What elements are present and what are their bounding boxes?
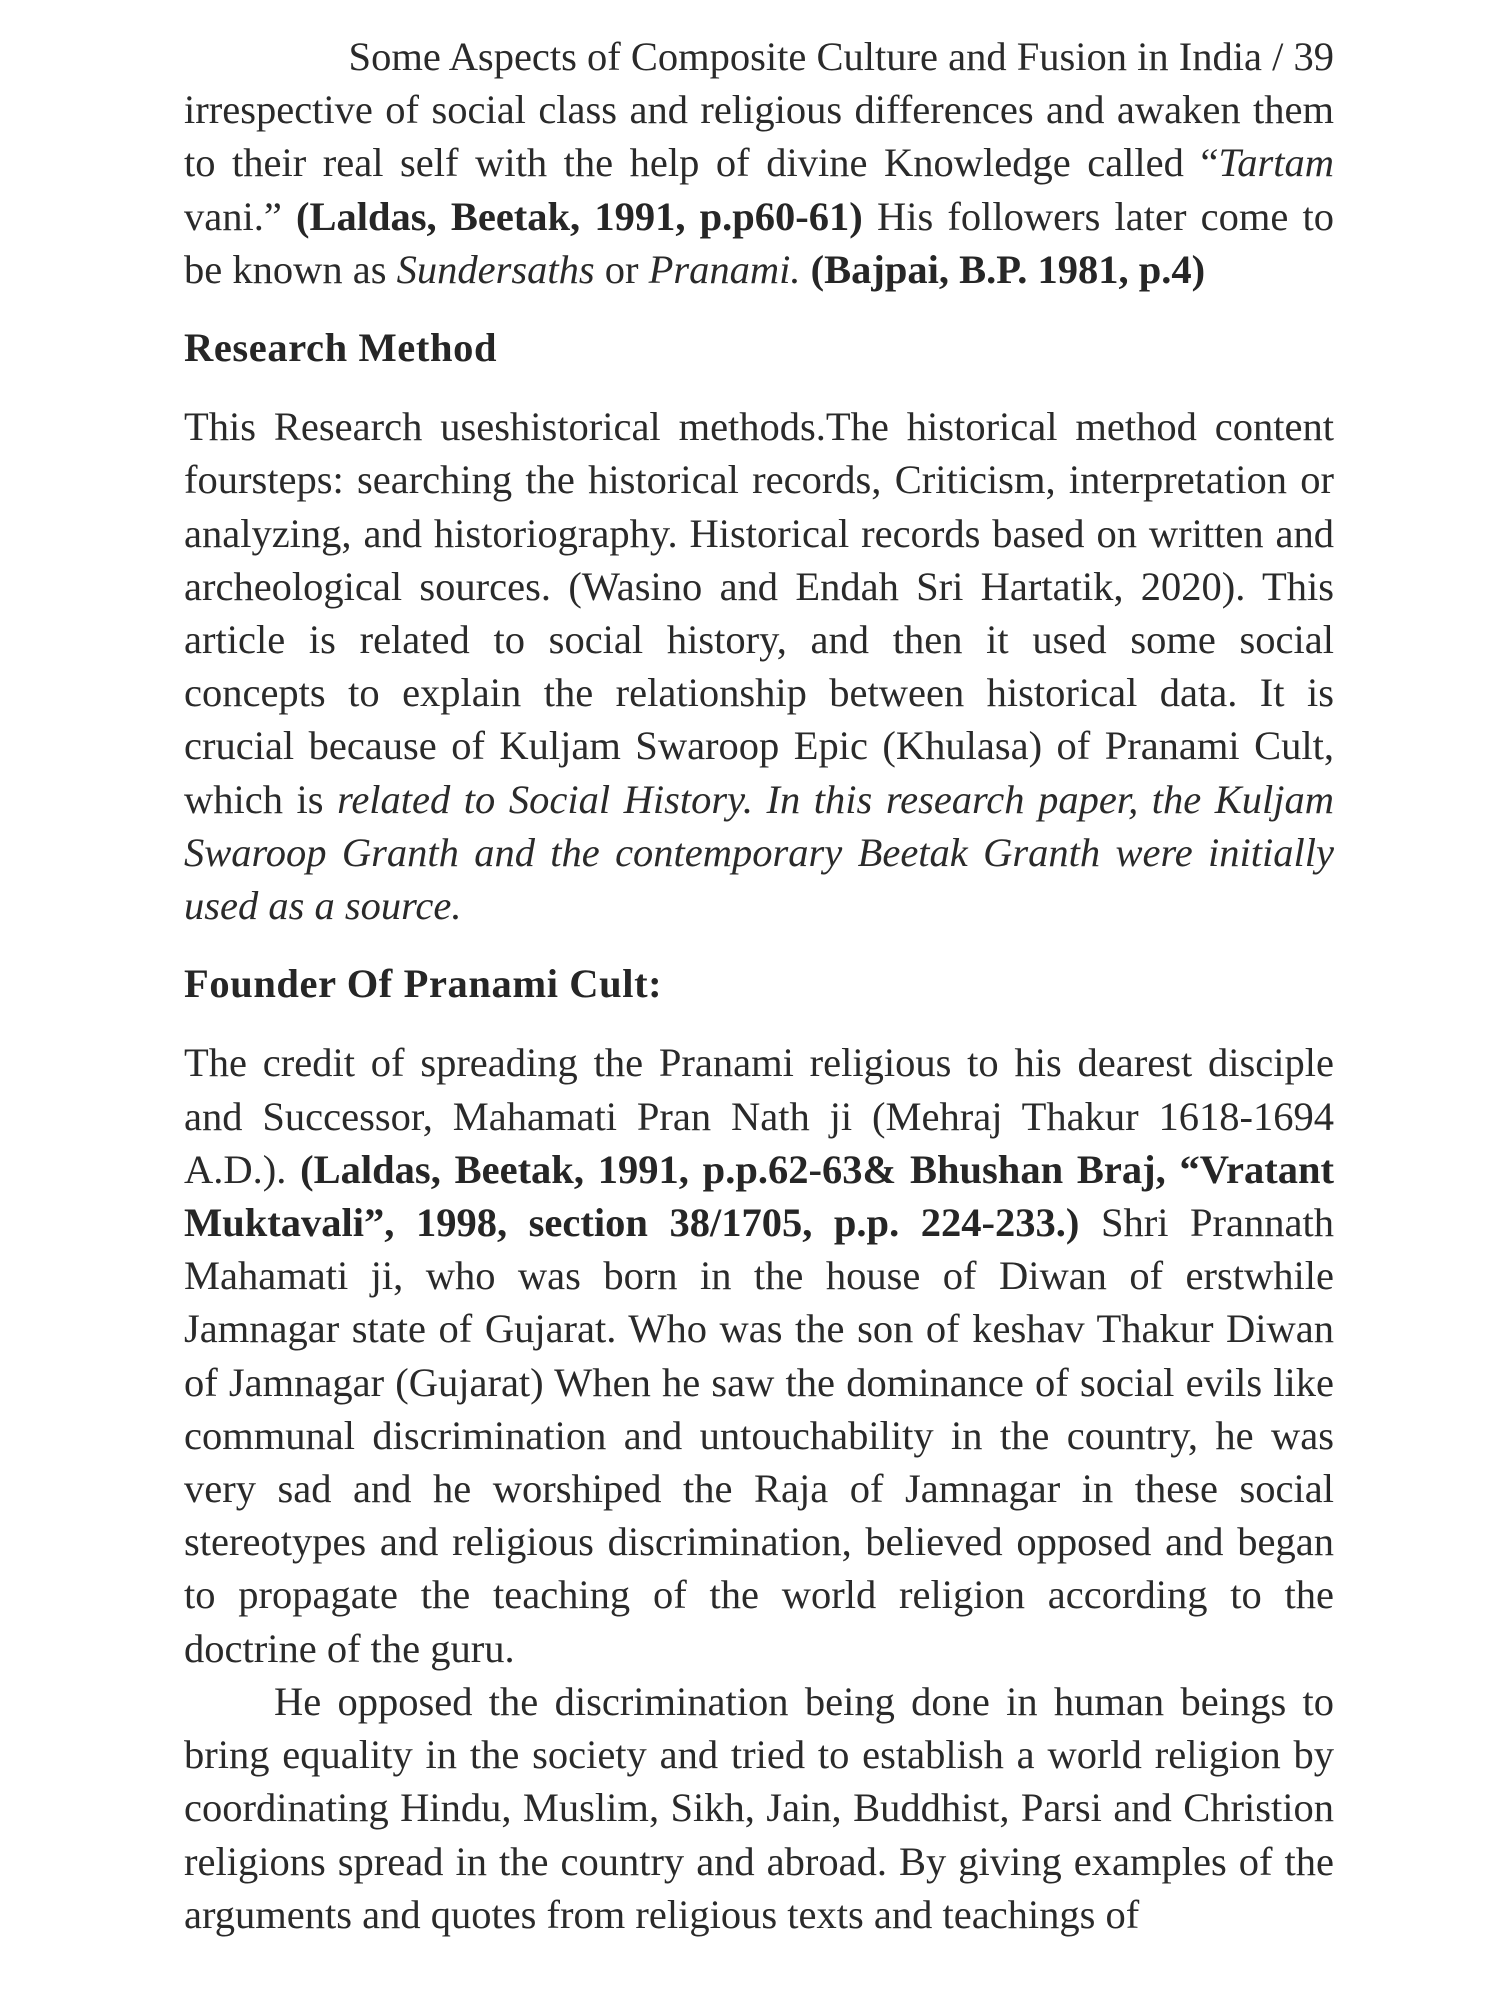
book-page	[184, 30, 1334, 1941]
intro-pranami: Pranami.	[648, 246, 801, 292]
founder-citation: (Laldas, Beetak, 1991, p.p.62-63& Bhushan Braj, “Vratant Muktavali”, 1998, section 38/1705, p.p. 224-233.)	[184, 1146, 1334, 1246]
last-paragraph: He opposed the discrimination being done in human beings to bring equality in the society and tried to establish a world religion by coordinating Hindu, Muslim, Sikh, Jain, Buddhist, Parsi and Christion religions spread in the country and abroad. By giving examples of the arguments and quotes from religious texts and teachings of	[184, 1678, 1334, 1937]
intro-paragraph	[184, 83, 1334, 296]
founder-text-1: The credit of spreading the Pranami religious to his dearest disciple and Successor, Mahamati Pran Nath ji (Mehraj Thakur 1618-1694 A.D.).	[184, 1040, 1334, 1192]
research-method-heading: Research Method	[184, 325, 498, 371]
intro-text-2: vani.”	[184, 193, 296, 239]
research-text: This Research useshistorical methods.The historical method content foursteps: searching the historical records, Criticism, interpretation or analyzing, and historiography. Historical records based on written and archeological sources. (Wasino and Endah Sri Hartatik, 2020). This article is related to social history, and then it used some social concepts to explain the relationship between historical data. It is crucial because of Kuljam Swaroop Epic (Khulasa) of Pranami Cult, which is	[184, 404, 1334, 822]
running-head: Some Aspects of Composite Culture and Fusion in India / 39	[348, 34, 1334, 79]
founder-text-2: Shri Prannath Mahamati ji, who was born in the house of Diwan of erstwhile Jamnagar state of Gujarat. Who was the son of keshav Thakur Diwan of Jamnagar (Gujarat) When he saw the dominance of social evils like communal discrimination and untouchability in the country, he was very sad and he worshiped the Raja of Jamnagar in these social stereotypes and religious discrimination, believed opposed and began to propagate the teaching of the world religion according to the doctrine of the guru.	[184, 1200, 1334, 1671]
intro-text-1: irrespective of social class and religious differences and awaken them to their real self with the help of divine Knowledge called “	[184, 87, 1334, 186]
research-italic-text: related to Social History. In this research paper, the Kuljam Swaroop Granth and the contemporary Beetak Granth were initially used as a source.	[184, 776, 1334, 929]
intro-citation-1: (Laldas, Beetak, 1991, p.p60-61)	[296, 193, 863, 239]
founder-paragraph	[184, 1036, 1334, 1674]
intro-text-5	[800, 247, 810, 292]
founder-heading: Founder Of Pranami Cult:	[184, 961, 663, 1007]
research-method-paragraph	[184, 400, 1334, 932]
intro-text-3: His followers later come to be known as	[184, 193, 1334, 292]
intro-text-4: or	[594, 246, 649, 292]
intro-tartam: Tartam	[1218, 140, 1334, 186]
intro-citation-2: (Bajpai, B.P. 1981, p.4)	[810, 246, 1206, 292]
intro-sundersaths: Sundersaths	[396, 246, 595, 292]
